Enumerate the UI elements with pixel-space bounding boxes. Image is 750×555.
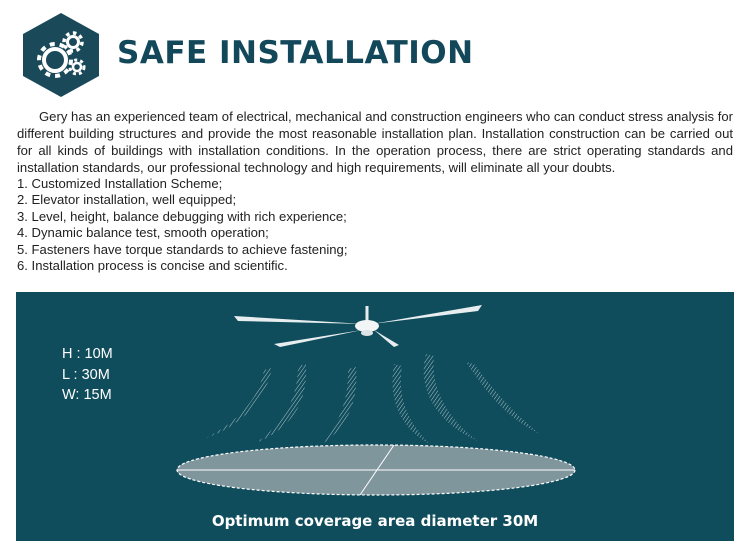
intro-paragraph: Gery has an experienced team of electrical, mechanical and construction engineers who can conduct stress analysis for different building structures and provide the most reasonable installation plan. Installation construction can be carried out for all kinds of buildings with installation conditions. In the operation process, there are strict operating standards and installation standards, our professional technology and high requirements, will eliminate all your doubts. bbox=[17, 109, 733, 175]
list-item: 1. Customized Installation Scheme; bbox=[17, 176, 223, 191]
coverage-illustration bbox=[16, 292, 734, 541]
feature-list bbox=[17, 176, 733, 274]
height-spec: H : 10M bbox=[62, 346, 113, 362]
list-item: 4. Dynamic balance test, smooth operation; bbox=[17, 225, 269, 241]
width-spec: W: 15M bbox=[62, 387, 112, 403]
list-item: 3. Level, height, balance debugging with rich experience; bbox=[17, 208, 347, 224]
list-item: 6. Installation process is concise and scientific. bbox=[17, 258, 288, 274]
coverage-caption: Optimum coverage area diameter 30M bbox=[211, 512, 539, 530]
length-spec: L : 30M bbox=[62, 366, 110, 383]
dimension-specs bbox=[62, 344, 113, 406]
airflow-icon bbox=[206, 354, 540, 444]
gears-icon bbox=[22, 12, 100, 98]
coverage-ellipse bbox=[177, 445, 575, 495]
fan-airflow-diagram bbox=[16, 292, 734, 541]
list-item: 5. Fasteners have torque standards to achieve fastening; bbox=[17, 241, 348, 257]
ceiling-fan-icon bbox=[234, 305, 482, 347]
list-item: 2. Elevator installation, well equipped; bbox=[17, 192, 237, 208]
page-title: SAFE INSTALLATION bbox=[117, 35, 474, 71]
